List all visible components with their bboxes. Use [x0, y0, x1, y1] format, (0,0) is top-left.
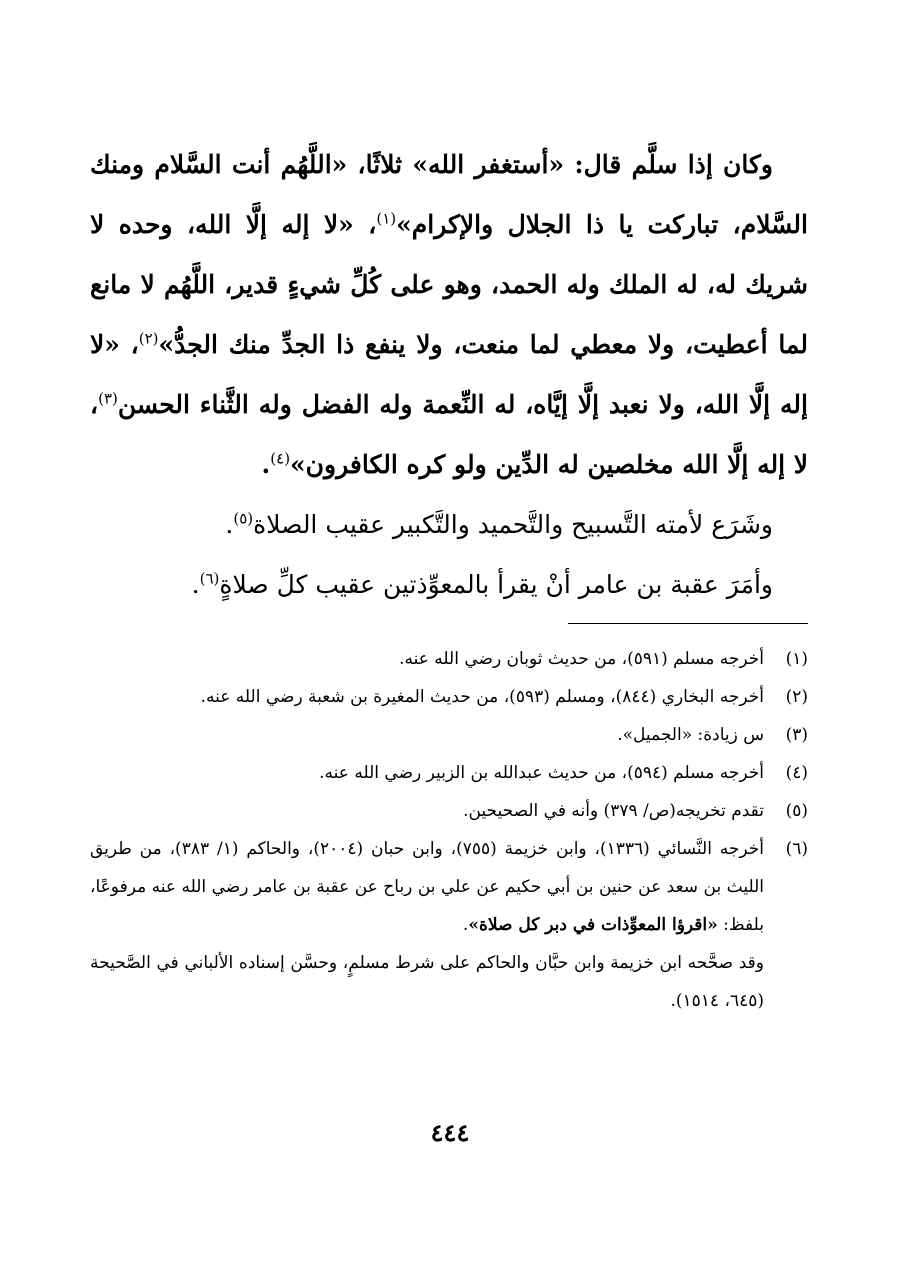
- footnote-6-continuation: وقد صحَّحه ابن خزيمة وابن حبَّان والحاكم على شرط مسلمٍ، وحسَّن إسناده الألباني في الصَّحيحة (٦٤٥، ١٥١٤).: [90, 953, 764, 1011]
- footnote-quote: «اقرؤا المعوِّذات في دبر كل صلاة»: [468, 915, 718, 935]
- paragraph-tasbih: [90, 495, 808, 555]
- footnote-number: (٥): [785, 801, 808, 821]
- paragraph-text: وكان إذا سلَّم قال: «أستغفر الله» ثلاثًا، «اللَّهُم أنت السَّلام ومنك السَّلام، تباركت يا ذا الجلال والإكرام»: [90, 150, 808, 239]
- footnote-text-tail: .: [462, 915, 469, 935]
- footnote-ref: (٥): [233, 509, 254, 528]
- footnote-text: أخرجه البخاري (٨٤٤)، ومسلم (٥٩٣)، من حديث المغيرة بن شعبة رضي الله عنه.: [200, 687, 764, 707]
- footnote-1: [90, 640, 808, 678]
- footnote-number: (٢): [785, 687, 808, 707]
- footnote-ref: (٦): [199, 569, 220, 588]
- footnote-ref: (٤): [270, 449, 291, 468]
- footnote-number: (٤): [785, 763, 808, 783]
- footnote-4: [90, 754, 808, 792]
- footnote-text: أخرجه مسلم (٥٩٤)، من حديث عبدالله بن الزبير رضي الله عنه.: [319, 763, 764, 783]
- footnote-3: [90, 716, 808, 754]
- footnotes: [90, 640, 808, 1020]
- footnote-text-main: أخرجه النَّسائي (١٣٣٦)، وابن خزيمة (٧٥٥)، وابن حبان (٢٠٠٤)، والحاكم (١/ ٣٨٣)، من طريق الليث بن سعد عن حنين بن أبي حكيم عن علي بن رباح عن عقبة بن عامر رضي الله عنه مرفوعًا، بلفظ:: [90, 839, 765, 935]
- footnote-2: [90, 678, 808, 716]
- footnote-text: تقدم تخريجه(ص/ ٣٧٩) وأنه في الصحيحين.: [463, 801, 764, 821]
- footnote-separator: [568, 623, 808, 624]
- paragraph-muawwidhatayn: [90, 555, 808, 615]
- paragraph-text: ، «لا إله إلَّا الله، وحده لا شريك له، له الملك وله الحمد، وهو على كُلِّ شيءٍ قدير، اللَّهُم لا مانع لما أعطيت، ولا معطي لما منعت، ولا ينفع ذا الجدِّ منك الجدُّ»: [90, 210, 809, 359]
- footnote-ref: (١): [376, 209, 397, 228]
- footnote-text: س زيادة: «الجميل».: [617, 725, 764, 745]
- main-text: [90, 135, 808, 615]
- footnote-number: (٦): [785, 839, 808, 859]
- paragraph-text: ، «لا إله إلَّا الله، ولا نعبد إلَّا إيَّاه، له النِّعمة وله الفضل وله الثَّناء الحسن: [90, 330, 808, 419]
- paragraph-text: .: [225, 510, 234, 539]
- page-number: ٤٤٤: [430, 1118, 470, 1147]
- footnote-text: أخرجه مسلم (٥٩١)، من حديث ثوبان رضي الله عنه.: [399, 649, 764, 669]
- paragraph-text: .: [191, 570, 200, 599]
- footnote-ref: (٣): [98, 389, 118, 408]
- footnote-5: [90, 792, 808, 830]
- footnote-text: [90, 830, 764, 944]
- paragraph-dhikr: [90, 135, 808, 495]
- paragraph-text: .: [261, 450, 271, 479]
- footnote-6: [90, 830, 808, 944]
- footnote-number: (١): [785, 649, 808, 669]
- paragraph-text: وشَرَع لأمته التَّسبيح والتَّحميد والتَّكبير عقيب الصلاة: [253, 510, 773, 539]
- paragraph-text: ، لا إله إلَّا الله مخلصين له الدِّين ولو كره الكافرون»: [90, 390, 808, 479]
- footnote-ref: (٢): [138, 329, 159, 348]
- paragraph-text: وأمَرَ عقبة بن عامر أنْ يقرأ بالمعوِّذتين عقيب كلِّ صلاةٍ: [219, 570, 773, 599]
- footnote-number: (٣): [785, 725, 808, 745]
